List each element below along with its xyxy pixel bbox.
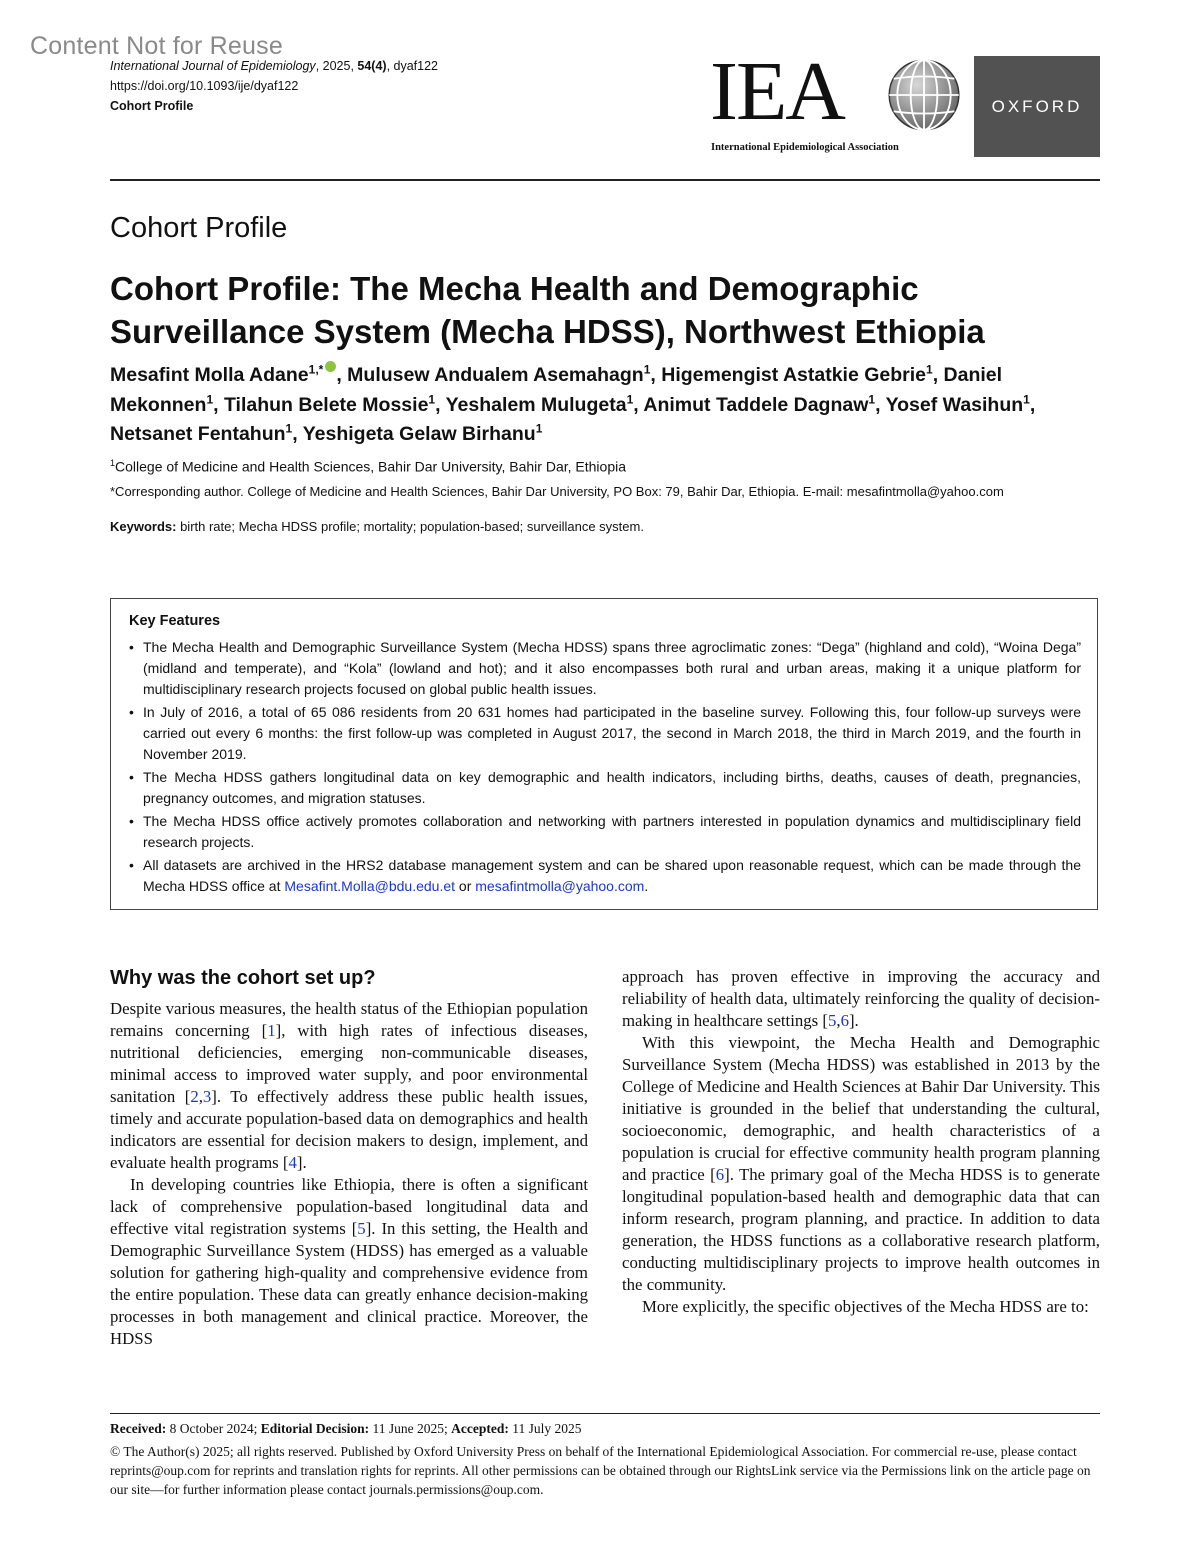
body-column-left (110, 966, 588, 1350)
reference-link[interactable]: 5 (827, 1011, 837, 1030)
keywords (110, 519, 644, 534)
body-text: ]. The primary goal of the Mecha HDSS is to generate longitudinal population-based health and demographic data that can inform research, program planning, and practice. In addition to data generation, the HDSS functions as a collaborative research platform, conducting multidisciplinary projects to improve health outcomes in the community. (622, 1165, 1100, 1294)
author-affiliation-marker: 1 (643, 362, 651, 377)
body-text: ]. To effectively address these public health issues, timely and accurate population-based data on demographics and health indicators are essential for decision makers to design, implement, and evaluate health programs [ (110, 1087, 588, 1172)
author-affiliation-marker: 1 (206, 392, 214, 406)
body-paragraph (622, 966, 1100, 1032)
author-affiliation-marker: 1 (535, 421, 543, 436)
author-affiliation-marker: 1 (1023, 392, 1030, 406)
body-text: approach has proven effective in improving the accuracy and reliability of health data, ultimately reinforcing the quality of decision-making in healthcare settings [ (622, 967, 1100, 1030)
body-paragraph (622, 1032, 1100, 1296)
body-paragraph (110, 998, 588, 1174)
author-name: Higemengist Astatkie Gebrie (661, 364, 927, 386)
body-column-right (622, 966, 1100, 1318)
journal-citation (110, 56, 438, 76)
received-date: 8 October 2024; (166, 1421, 261, 1436)
author-affiliation-marker: 1 (926, 362, 933, 377)
author-name: Yeshalem Mulugeta (445, 393, 627, 416)
author-name: Mulusew Andualem Asemahagn (347, 364, 644, 386)
journal-name: International Journal of Epidemiology (110, 59, 316, 73)
iea-logo-subtitle: International Epidemiological Association (711, 142, 899, 153)
key-feature-text: . (644, 878, 649, 894)
journal-volume: 54(4) (357, 59, 387, 73)
email-link[interactable]: mesafintmolla@yahoo.com (475, 878, 645, 894)
iea-logo-text: IEA (710, 45, 844, 138)
keywords-text: birth rate; Mecha HDSS profile; mortality; population-based; surveillance system. (176, 519, 644, 534)
journal-header (110, 56, 438, 116)
body-text: With this viewpoint, the Mecha Health and Demographic Surveillance System (Mecha HDSS) was established in 2013 by the College of Medicine and Health Sciences at Bahir Dar University. This initiative is grounded in the belief that understanding the cultural, socioeconomic, demographic, and health characteristics of a population is crucial for effective community health program planning and practice [ (622, 1033, 1100, 1184)
author-affiliation-marker: 1 (285, 421, 293, 436)
key-feature-item: • The Mecha HDSS office actively promotes collaboration and networking with partners interested in population dynamics and multidisciplinary field research projects. (129, 811, 1081, 853)
key-features-title: Key Features (129, 613, 221, 629)
accepted-label: Accepted: (451, 1421, 509, 1436)
body-paragraph: More explicitly, the specific objectives of the Mecha HDSS are to: (642, 1297, 1089, 1316)
keywords-label: Keywords: (110, 519, 177, 534)
key-feature-text: All datasets are archived in the HRS2 database management system and can be shared upon reasonable request, which can be made through the Mecha HDSS office at (143, 857, 1081, 894)
key-feature-item: • In July of 2016, a total of 65 086 residents from 20 631 homes had participated in the baseline survey. Following this, four follow-up surveys were carried out every 6 months: the first follow-up was completed in August 2017, the second in March 2018, the third in March 2019, and the fourth in November 2019. (129, 702, 1081, 765)
iea-logo (710, 45, 955, 160)
author-list: Mesafint Molla Adane$^{1,*}$ , Mulusew Andualem Asemahagn$^1$, Higemengist Astatkie Gebrie$^1$, Daniel Mekonnen$^1$, Tilahun Belete Mossie$^1$, Yeshalem Mulugeta$^1$, Animut Taddele Dagnaw$^1$, Yosef Wasihun$^1$, Netsanet Fentahun$^1$, Yeshigeta Gelaw Birhanu$^1$ (110, 362, 1036, 445)
body-text: ]. In this setting, the Health and Demographic Surveillance System (HDSS) has emerged as a valuable solution for gathering high-quality and comprehensive evidence from the entire population. These data can greatly enhance decision-making processes in both management and clinical practice. Moreover, the HDSS (110, 1219, 588, 1348)
author-name: Mesafint Molla Adane (110, 364, 309, 386)
section-heading: Why was the cohort set up? (110, 967, 376, 989)
body-text: , (836, 1011, 841, 1030)
body-text: , (198, 1087, 203, 1106)
header-divider (110, 179, 1100, 181)
key-features-list (129, 637, 1081, 899)
accepted-date: 11 July 2025 (508, 1421, 582, 1436)
key-features-box (110, 598, 1098, 910)
author-affiliation-marker: 1 (428, 392, 436, 406)
author-affiliation-marker: 1 (868, 392, 876, 406)
section-type: Cohort Profile (110, 212, 288, 244)
key-feature-text: or (455, 878, 476, 894)
key-feature-item: • The Mecha HDSS gathers longitudinal data on key demographic and health indicators, including births, deaths, causes of death, pregnancies, pregnancy outcomes, and migration statuses. (129, 767, 1081, 809)
body-text: ]. (296, 1153, 307, 1172)
globe-icon (887, 58, 961, 132)
author-affiliation-marker: 1,* (308, 362, 324, 377)
copyright-notice: © The Author(s) 2025; all rights reserved. Published by Oxford University Press on behalf of the International Epidemiological Association. For commercial re-use, please contact reprints@oup.com for reprints and translation rights for reprints. All other permissions can be obtained through our RightsLink service via the Permissions link on the article page on our site—for further information please contact journals.permissions@oup.com. (110, 1444, 1091, 1497)
affiliation-text: College of Medicine and Health Sciences, Bahir Dar University, Bahir Dar, Ethiopia (115, 458, 627, 475)
decision-date: 11 June 2025; (369, 1421, 452, 1436)
oxford-logo: OXFORD (974, 56, 1100, 157)
body-text: ]. (848, 1011, 859, 1030)
journal-article-id: , dyaf122 (386, 59, 439, 73)
key-feature-item (129, 855, 1081, 897)
body-text: ], with high rates of infectious diseases, nutritional deficiencies, emerging non-communicable diseases, minimal access to improved water supply, and poor environmental sanitation [ (110, 1021, 588, 1106)
affiliation (110, 458, 626, 475)
corresponding-author: *Corresponding author. College of Medicine and Health Sciences, Bahir Dar University, PO Box: 79, Bahir Dar, Ethiopia. E-mail: mesafintmolla@yahoo.com (110, 484, 1004, 499)
affiliation-marker: 1 (110, 458, 116, 468)
body-text: Despite various measures, the health status of the Ethiopian population remains concerning [ (110, 999, 588, 1040)
email-link[interactable]: Mesafint.Molla@bdu.edu.et (284, 878, 456, 894)
received-label: Received: (110, 1421, 167, 1436)
body-text: In developing countries like Ethiopia, there is often a significant lack of comprehensive population-based longitudinal data and effective vital registration systems [ (110, 1175, 588, 1238)
author-name: Daniel Mekonnen (110, 364, 1003, 416)
article-dates (110, 1421, 581, 1437)
decision-label: Editorial Decision: (260, 1421, 370, 1436)
doi-link[interactable]: https://doi.org/10.1093/ije/dyaf122 (110, 79, 299, 93)
reference-link[interactable]: 1 (267, 1021, 276, 1040)
reference-link[interactable]: 6 (715, 1165, 725, 1184)
footer-divider (110, 1413, 1100, 1414)
author-affiliation-marker: 1 (626, 392, 634, 406)
author-name: Animut Taddele Dagnaw (643, 393, 869, 416)
author-name: Tilahun Belete Mossie (223, 393, 429, 416)
reference-link[interactable]: 4 (288, 1153, 297, 1172)
reference-link[interactable]: 5 (357, 1219, 366, 1238)
watermark: Content Not for Reuse (30, 32, 283, 60)
body-paragraph (110, 1174, 588, 1350)
reference-link[interactable]: 2 (190, 1087, 199, 1106)
reference-link[interactable]: 6 (840, 1011, 849, 1030)
author-name: Netsanet Fentahun (110, 423, 286, 445)
key-feature-item: • The Mecha Health and Demographic Surveillance System (Mecha HDSS) spans three agroclimatic zones: “Dega” (highland and cold), “Woina Dega” (midland and temperate), and “Kola” (lowland and hot); and it also encompasses both rural and urban areas, making it a unique platform for multidisciplinary research projects focused on global public health issues. (129, 637, 1081, 700)
author-name: Yeshigeta Gelaw Birhanu (302, 423, 536, 445)
reference-link[interactable]: 3 (202, 1087, 212, 1106)
orcid-icon[interactable] (325, 361, 336, 372)
author-name: Yosef Wasihun (885, 393, 1024, 416)
article-title: Cohort Profile: The Mecha Health and Demographic Surveillance System (Mecha HDSS), Northwest Ethiopia (110, 270, 985, 350)
article-type: Cohort Profile (110, 99, 194, 113)
journal-year: , 2025, (315, 59, 358, 73)
